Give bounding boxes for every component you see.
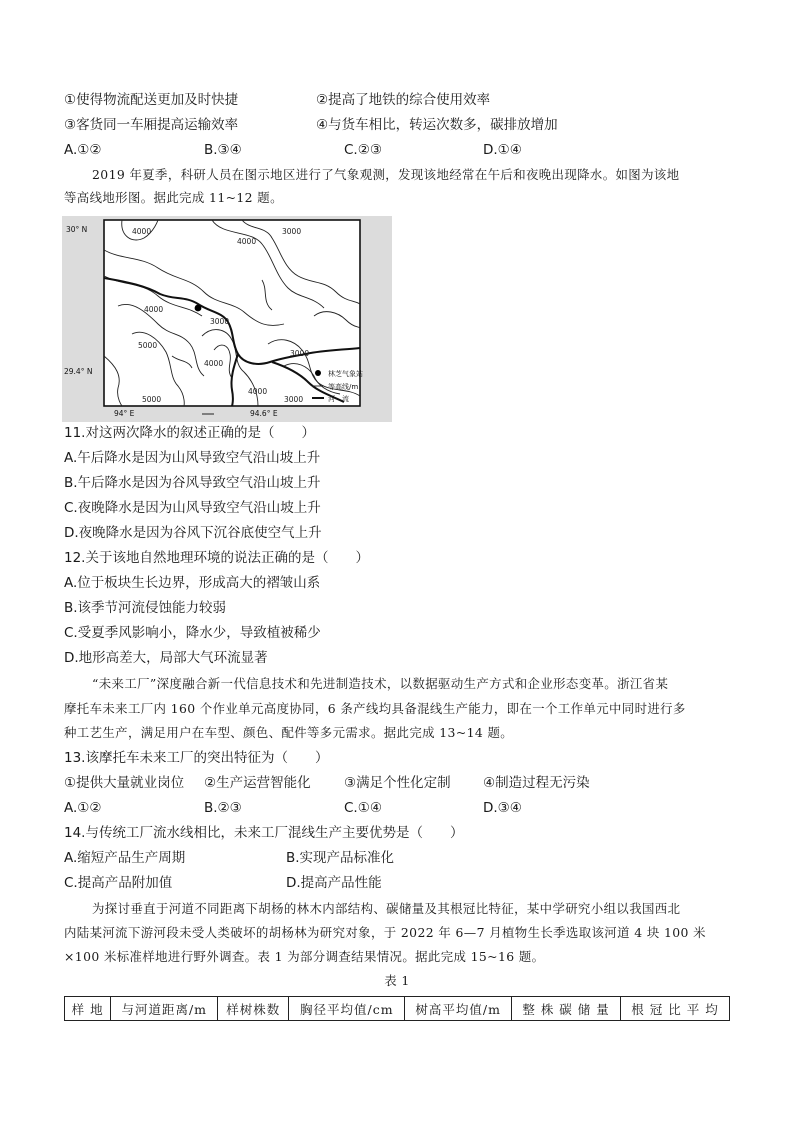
table-header-cell: 树高平均值/m [405, 997, 512, 1021]
contour-label: 5000 [142, 395, 162, 404]
q12-option-d: D.地形高差大，局部大气环流显著 [64, 650, 268, 666]
lon-right-label: 94.6° E [250, 409, 278, 418]
q10-choice-a: A.①② [64, 142, 102, 158]
intro-11-line-2: 等高线地形图。据此完成 11~12 题。 [64, 190, 283, 205]
q14-option-c: C.提高产品附加值 [64, 875, 173, 891]
contour-label: 4000 [204, 359, 224, 368]
intro-11-line-1: 2019 年夏季，科研人员在图示地区进行了气象观测，发现该地经常在午后和夜晚出现降水。如图为该地 [92, 167, 680, 182]
table-header-cell: 胸径平均值/cm [289, 997, 405, 1021]
q10-choice-c: C.②③ [344, 142, 382, 158]
q12-option-c: C.受夏季风影响小，降水少，导致植被稀少 [64, 625, 321, 641]
q10-option-1: ①使得物流配送更加及时快捷 [64, 92, 239, 108]
legend-station-icon [315, 370, 321, 376]
q13-choice-c: C.①④ [344, 800, 382, 816]
contour-label: 4000 [132, 227, 152, 236]
q10-choice-d: D.①④ [483, 142, 522, 158]
contour-label: 4000 [248, 387, 268, 396]
q13-option-1: ①提供大量就业岗位 [64, 775, 185, 791]
q10-option-2: ②提高了地铁的综合使用效率 [316, 92, 491, 108]
q14-option-a: A.缩短产品生产周期 [64, 850, 186, 866]
q13-option-2: ②生产运营智能化 [204, 775, 311, 791]
q11-stem: 11.对这两次降水的叙述正确的是（ ） [64, 425, 315, 441]
lon-left-label: 94° E [114, 409, 135, 418]
intro-15-line-3: ×100 米标准样地进行野外调查。表 1 为部分调查结果情况。据此完成 15~16 题。 [64, 949, 545, 964]
q11-option-a: A.午后降水是因为山风导致空气沿山坡上升 [64, 450, 321, 466]
contour-label: 3000 [284, 395, 304, 404]
q13-choice-d: D.③④ [483, 800, 522, 816]
table-header-row [65, 997, 730, 1021]
table-header-cell: 样 地 [65, 997, 111, 1021]
contour-label: 3000 [282, 227, 302, 236]
q13-choice-b: B.②③ [204, 800, 242, 816]
linzhi-station-dot [195, 305, 202, 312]
q10-option-4: ④与货车相比，转运次数多，碳排放增加 [316, 117, 558, 133]
q13-option-4: ④制造过程无污染 [483, 775, 590, 791]
intro-15-line-2: 内陆某河流下游河段未受人类破坏的胡杨林为研究对象，于 2022 年 6—7 月植物生长季选取该河道 4 块 100 米 [64, 925, 706, 940]
q11-option-b: B.午后降水是因为谷风导致空气沿山坡上升 [64, 475, 321, 491]
q14-stem: 14.与传统工厂流水线相比，未来工厂混线生产主要优势是（ ） [64, 825, 464, 841]
intro-13-line-1: “未来工厂”深度融合新一代信息技术和先进制造技术，以数据驱动生产方式和企业形态变革。浙江省某 [92, 676, 669, 691]
legend-station-label: 林芝气象站 [328, 370, 363, 378]
intro-15-line-1: 为探讨垂直于河道不同距离下胡杨的林木内部结构、碳储量及其根冠比特征，某中学研究小组以我国西北 [92, 901, 681, 916]
q13-option-3: ③满足个性化定制 [344, 775, 451, 791]
q12-option-b: B.该季节河流侵蚀能力较弱 [64, 600, 227, 616]
q12-stem: 12.关于该地自然地理环境的说法正确的是（ ） [64, 550, 369, 566]
table-1 [64, 996, 730, 1021]
q13-stem: 13.该摩托车未来工厂的突出特征为（ ） [64, 750, 329, 766]
contour-map [62, 216, 392, 422]
contour-label: 3000 [290, 349, 310, 358]
contour-label: 5000 [138, 341, 158, 350]
lat-bottom-label: 29.4° N [64, 367, 93, 376]
legend-contour-label: 等高线/m [328, 383, 359, 391]
lat-top-label: 30° N [66, 225, 88, 234]
legend-river-label: 河 流 [328, 395, 349, 403]
contour-label: 4000 [144, 305, 164, 314]
intro-13-line-3: 种工艺生产，满足用户在车型、颜色、配件等多元需求。据此完成 13~14 题。 [64, 725, 514, 740]
q10-choice-b: B.③④ [204, 142, 242, 158]
table-header-cell: 样树株数 [218, 997, 289, 1021]
contour-label: 4000 [237, 237, 257, 246]
q14-option-b: B.实现产品标准化 [286, 850, 395, 866]
contour-label: 3000 [210, 317, 230, 326]
q10-option-3: ③客货同一车厢提高运输效率 [64, 117, 239, 133]
q11-option-d: D.夜晚降水是因为谷风下沉谷底使空气上升 [64, 525, 322, 541]
q14-option-d: D.提高产品性能 [286, 875, 382, 891]
table-1-caption: 表 1 [384, 973, 410, 988]
table-header-cell: 根 冠 比 平 均 [621, 997, 730, 1021]
q12-option-a: A.位于板块生长边界，形成高大的褶皱山系 [64, 575, 321, 591]
intro-13-line-2: 摩托车未来工厂内 160 个作业单元高度协同，6 条产线均具备混线生产能力，即在一个工作单元中同时进行多 [64, 701, 686, 716]
q11-option-c: C.夜晚降水是因为山风导致空气沿山坡上升 [64, 500, 321, 516]
q13-choice-a: A.①② [64, 800, 102, 816]
table-header-cell: 整 株 碳 储 量 [512, 997, 621, 1021]
table-header-cell: 与河道距离/m [111, 997, 218, 1021]
